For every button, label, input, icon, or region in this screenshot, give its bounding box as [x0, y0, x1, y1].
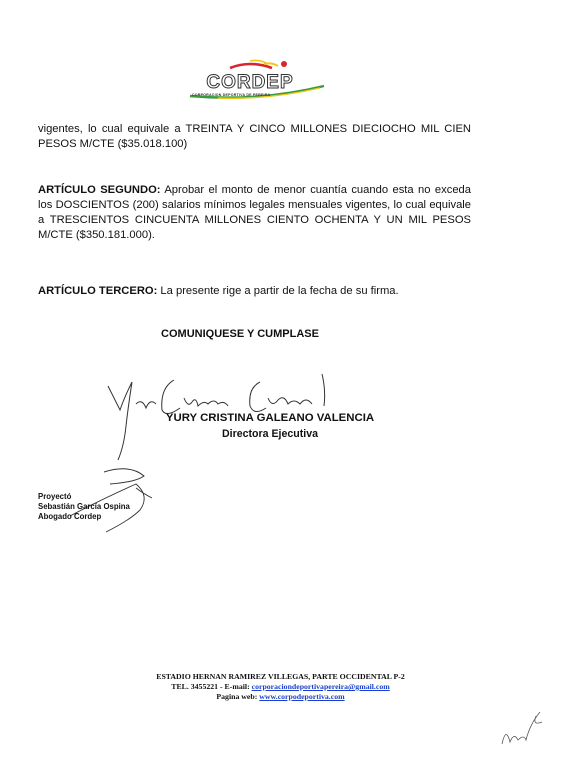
- footer-web-label: Pagina web:: [216, 692, 260, 701]
- handwritten-signature: [100, 368, 340, 486]
- footer-tel: TEL. 3455221 - E-mail:: [171, 682, 252, 691]
- prepared-by-label: Proyectó: [38, 492, 72, 501]
- article-second-text: Aprobar el monto de menor cuantía cuando esta no exceda los DOSCIENTOS (200) salarios mínimos legales mensuales vigentes, lo cual equivale a TRESCIENTOS CINCUENTA MILLONES CIENTO OCHENTA Y UN MIL PESOS M/CTE ($350.181.000).: [38, 184, 471, 241]
- article-third-text: La presente rige a partir de la fecha de su firma.: [157, 285, 399, 297]
- paragraph-continuation: vigentes, lo cual equivale a TREINTA Y CINCO MILLONES DIECIOCHO MIL CIEN PESOS M/CTE ($35.018.100): [38, 123, 471, 150]
- footer-web-link[interactable]: www.corpodeportiva.com: [259, 692, 345, 701]
- footer-address: ESTADIO HERNAN RAMIREZ VILLEGAS, PARTE OCCIDENTAL P-2: [156, 672, 405, 681]
- signer-title: Directora Ejecutiva: [222, 428, 318, 440]
- logo-subtitle: CORPORACION DEPORTIVA DE PEREIRA: [192, 93, 271, 97]
- article-second: [38, 183, 471, 243]
- footer-email-link[interactable]: corporaciondeportivapereira@gmail.com: [251, 682, 390, 691]
- article-third: [38, 284, 471, 299]
- prepared-by-name: Sebastián García Ospina: [38, 502, 130, 511]
- article-third-label: ARTÍCULO TERCERO:: [38, 285, 158, 297]
- bottom-initials-scribble: [496, 706, 550, 750]
- footer-contact: [0, 682, 561, 692]
- logo-wordmark: CORDEP: [206, 72, 294, 93]
- signer-name: YURY CRISTINA GALEANO VALENCIA: [165, 412, 375, 424]
- cordep-logo: [188, 58, 328, 104]
- footer-web: [0, 692, 561, 702]
- closing-phrase: COMUNIQUESE Y CUMPLASE: [161, 328, 319, 340]
- prepared-by-role: Abogado Cordep: [38, 512, 102, 521]
- article-second-label: ARTÍCULO SEGUNDO:: [38, 184, 161, 196]
